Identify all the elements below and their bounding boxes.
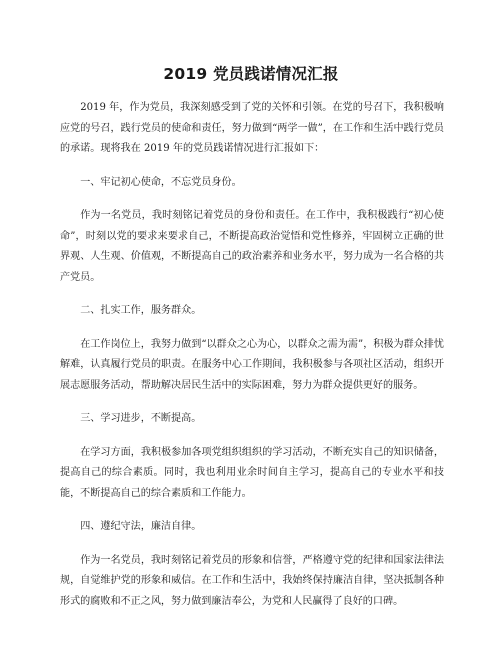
section-heading-4: 四、遵纪守法，廉洁自律。 — [80, 521, 202, 532]
section-heading-1: 一、牢记初心使命，不忘党员身份。 — [80, 176, 242, 188]
document-body — [60, 98, 444, 625]
section-heading-2: 二、扎实工作，服务群众。 — [80, 305, 202, 316]
section-paragraph-1: 作为一名党员，我时刻铭记着党员的身份和责任。在工作中，我积极践行“初心使命”，时刻以党的要求来要求自己，不断提高政治觉悟和党性修养，牢固树立正确的世界观、人生观、价值观，不断提高自己的政治素养和业务水平，努力成为一名合格的共产党员。 — [60, 210, 444, 283]
intro-paragraph: 2019 年，作为党员，我深刻感受到了党的关怀和引领。在党的号召下，我积极响应党的号召，践行党员的使命和责任，努力做到“两学一做”，在工作和生活中践行党员的承诺。现将我在 2019 年的党员践诺情况进行汇报如下： — [60, 102, 444, 154]
section-heading-3: 三、学习进步，不断提高。 — [80, 413, 202, 424]
section-paragraph-3: 在学习方面，我积极参加各项党组织组织的学习活动，不断充实自己的知识储备，提高自己的综合素质。同时，我也利用业余时间自主学习，提高自己的专业水平和技能，不断提高自己的综合素质和工作能力。 — [60, 446, 444, 499]
section-paragraph-2: 在工作岗位上，我努力做到“以群众之心为心，以群众之需为需”，积极为群众排忧解难，认真履行党员的职责。在服务中心工作期间，我积极参与各项社区活动，组织开展志愿服务活动，帮助解决居民生活中的实际困难，努力为群众提供更好的服务。 — [60, 338, 444, 391]
section-paragraph-4: 作为一名党员，我时刻铭记着党员的形象和信誉，严格遵守党的纪律和国家法律法规，自觉维护党的形象和威信。在工作和生活中，我始终保持廉洁自律，坚决抵制各种形式的腐败和不正之风，努力做到廉洁奉公，为党和人民赢得了良好的口碑。 — [60, 554, 444, 607]
document-title: 2019 党员践诺情况汇报 — [163, 65, 339, 83]
